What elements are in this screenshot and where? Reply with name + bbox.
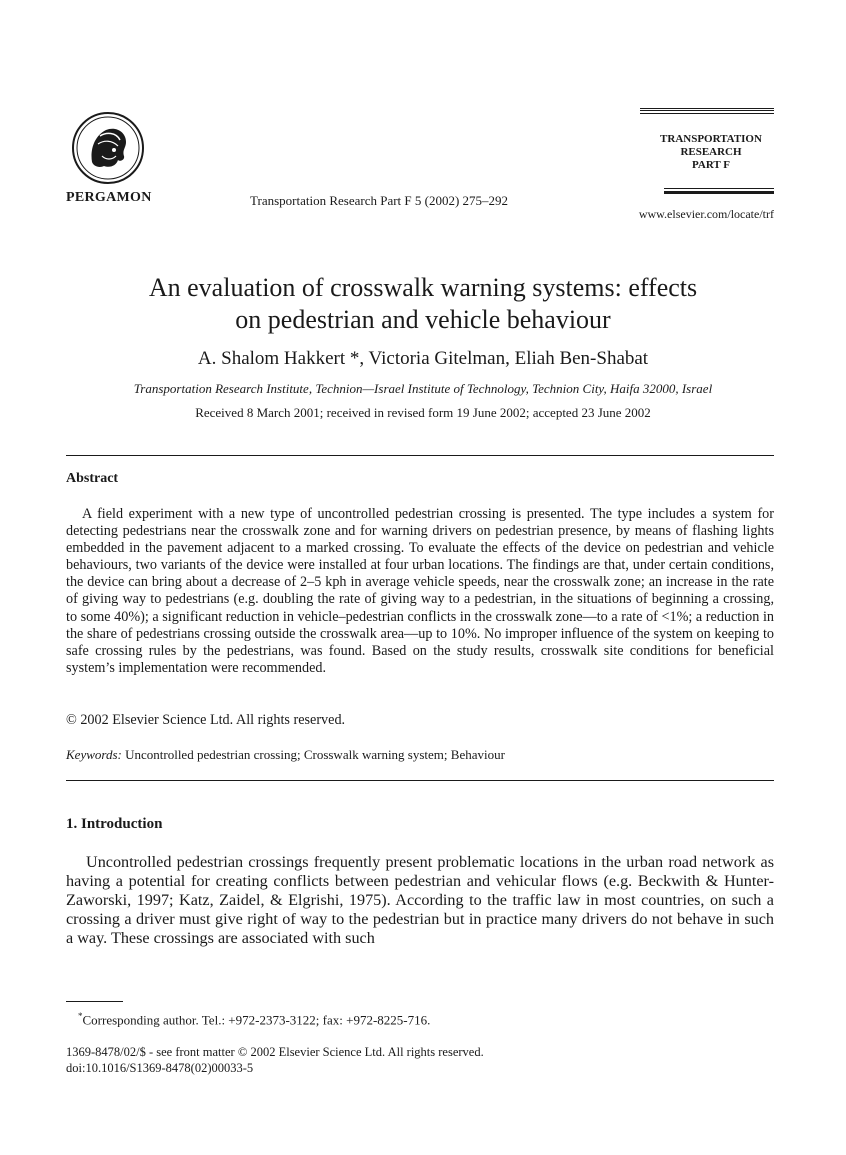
article-title-line: An evaluation of crosswalk warning systems: effects [148, 273, 698, 302]
brand-rule-bottom [664, 188, 774, 194]
keywords-text: Uncontrolled pedestrian crossing; Crosswalk warning system; Behaviour [125, 747, 505, 762]
section-heading-introduction: 1. Introduction [66, 816, 163, 832]
front-matter [66, 1044, 484, 1076]
journal-reference: Transportation Research Part F 5 (2002) 275–292 [250, 193, 509, 208]
received-dates: Received 8 March 2001; received in revised form 19 June 2002; accepted 23 June 2002 [195, 405, 651, 420]
journal-title-line: TRANSPORTATION [660, 133, 762, 145]
footnote-rule [66, 1001, 123, 1002]
article-authors: A. Shalom Hakkert *, Victoria Gitelman, Eliah Ben-Shabat [197, 348, 649, 369]
article-title [60, 272, 786, 336]
journal-url-link[interactable]: www.elsevier.com/locate/trf [638, 207, 774, 221]
journal-title-line: RESEARCH [680, 146, 742, 158]
divider-bottom [66, 780, 774, 781]
keywords-label: Keywords: [66, 747, 122, 762]
corresponding-author-footnote [78, 1011, 430, 1028]
abstract-copyright: © 2002 Elsevier Science Ltd. All rights reserved. [66, 712, 346, 728]
journal-brand [640, 108, 774, 194]
publisher-name: PERGAMON [66, 190, 152, 205]
article-title-line: on pedestrian and vehicle behaviour [235, 305, 611, 334]
issn-line: 1369-8478/02/$ - see front matter © 2002 Elsevier Science Ltd. All rights reserved. [66, 1045, 484, 1059]
journal-title [640, 133, 774, 172]
abstract-heading: Abstract [66, 471, 119, 486]
abstract-body: A field experiment with a new type of uncontrolled pedestrian crossing is presented. The type includes a system for detecting pedestrians near the crosswalk zone and for warning drivers on pedestrian presence, by means of flashing lights embedded in the pavement adjacent to a marked crossing. To evaluate the effects of the device on pedestrian and vehicle behaviours, two variants of the device were installed at four urban locations. The findings are that, under certain conditions, the device can bring about a decrease of 2–5 kph in average vehicle speeds, near the crosswalk zone; an increase in the rate of giving way to pedestrians (e.g. doubling the rate of giving way to a pedestrian, in the situations of beginning a crossing, to some 40%); a significant reduction in vehicle–pedestrian conflicts in the crosswalk zone—to a rate of <1%; a reduction in the share of pedestrians crossing outside the crosswalk area—up to 10%. No improper influence of the system on keeping to safe crossing rules by the pedestrians, was found. Based on the study results, crosswalk site conditions for beneficial system’s implementation were recommended. [66, 506, 774, 676]
journal-title-line: PART F [691, 159, 730, 171]
divider-top [66, 455, 774, 456]
keywords [66, 747, 505, 763]
introduction-body: Uncontrolled pedestrian crossings frequently present problematic locations in the urban road network as having a potential for creating conflicts between pedestrian and vehicular flows (e.g. Beckwith & Hunter-Zaworski, 1997; Katz, Zaidel, & Elgrishi, 1975). According to the traffic law in most countries, on such a crossing a driver must give right of way to the pedestrian but in practice many drivers do not behave in such a way. These crossings are associated with such [66, 853, 774, 947]
brand-rule-top [640, 108, 774, 114]
doi-line: doi:10.1016/S1369-8478(02)00033-5 [66, 1061, 254, 1075]
footnote-text: Corresponding author. Tel.: +972-2373-3122; fax: +972-8225-716. [82, 1012, 431, 1028]
footnote-marker: * [78, 1011, 83, 1021]
author-affiliation: Transportation Research Institute, Technion—Israel Institute of Technology, Technion City, Haifa 32000, Israel [133, 381, 713, 396]
publisher-logo-icon [70, 110, 146, 186]
